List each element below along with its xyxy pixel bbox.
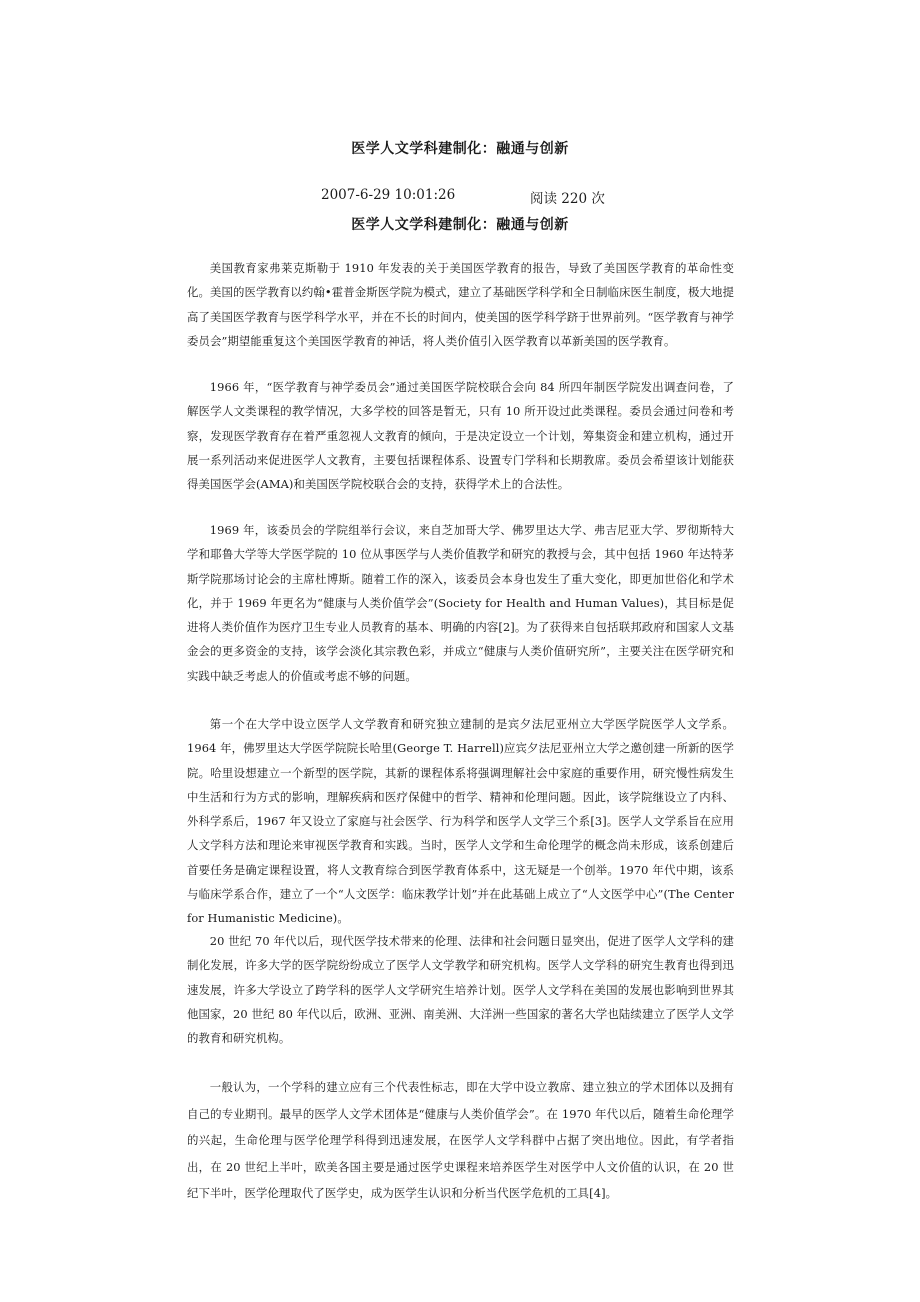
paragraph: 20 世纪 70 年代以后，现代医学技术带来的伦理、法律和社会问题日显突出，促进了医学人文学科的建制化发展，许多大学的医学院纷纷成立了医学人文学教学和研究机构。医学人文学科的研究生教育也得到迅速发展，许多大学设立了跨学科的医学人文学研究生培养计划。医学人文学科在美国的发展也影响到世界其他国家，20 世纪 80 年代以后，欧洲、亚洲、南美洲、大洋洲一些国家的著名大学也陆续建立了医学人文学的教育和研究机构。 bbox=[187, 934, 734, 1046]
paragraph: 第一个在大学中设立医学人文学教育和研究独立建制的是宾夕法尼亚州立大学医学院医学人文学系。1964 年，佛罗里达大学医学院院长哈里(George T. Harrell)应宾夕法尼亚州立大学之邀创建一所新的医学院。哈里设想建立一个新型的医学院，其新的课程体系将强调理解社会中家庭的重要作用，研究慢性病发生中生活和行为方式的影响，理解疾病和医疗保健中的哲学、精神和伦理问题。因此，该学院继设立了内科、外科学系后，1967 年又设立了家庭与社会医学、行为科学和医学人文学三个系[3]。医学人文学系旨在应用人文学科方法和理论来审视医学教育和实践。当时，医学人文学和生命伦理学的概念尚未形成，该系创建后首要任务是确定课程设置，将人文教育综合到医学教育体系中，这无疑是一个创举。1970 年代中期，该系与临床学系合作，建立了一个“人文医学：临床教学计划”并在此基础上成立了“人文医学中心”(The Center for Humanistic Medicine)。 bbox=[187, 717, 734, 926]
paragraph: 1966 年，“医学教育与神学委员会”通过美国医学院校联合会向 84 所四年制医学院发出调查问卷，了解医学人文类课程的教学情况，大多学校的回答是暂无，只有 10 所开设过此类课程。委员会通过问卷和考察，发现医学教育存在着严重忽视人文教育的倾向，于是决定设立一个计划，筹集资金和建立机构，通过开展一系列活动来促进医学人文教育，主要包括课程体系、设置专门学科和长期教席。委员会希望该计划能获得美国医学会(AMA)和美国医学院校联合会的支持，获得学术上的合法性。 bbox=[187, 380, 734, 492]
article-subtitle: 医学人文学科建制化：融通与创新 bbox=[351, 217, 569, 233]
paragraph: 1969 年，该委员会的学院组举行会议，来自芝加哥大学、佛罗里达大学、弗吉尼亚大学、罗彻斯特大学和耶鲁大学等大学医学院的 10 位从事医学与人类价值教学和研究的教授与会，其中包括 1960 年达特茅斯学院那场讨论会的主席杜博斯。随着工作的深入，该委员会本身也发生了重大变化，即更加世俗化和学术化，并于 1969 年更名为“健康与人类价值学会”(Society for Health and Human Values)，其目标是促进将人类价值作为医疗卫生专业人员教育的基本、明确的内容[2]。为了获得来自包括联邦政府和国家人文基金会的更多资金的支持，该学会淡化其宗教色彩，并成立“健康与人类价值研究所”，主要关注在医学研究和实践中缺乏考虑人的价值或考虑不够的问题。 bbox=[187, 523, 734, 683]
paragraph: 一般认为，一个学科的建立应有三个代表性标志，即在大学中设立教席、建立独立的学术团体以及拥有自己的专业期刊。最早的医学人文学术团体是“健康与人类价值学会”。在 1970 年代以后，随着生命伦理学的兴起，生命伦理与医学伦理学科得到迅速发展，在医学人文学科群中占据了突出地位。因此，有学者指出，在 20 世纪上半叶，欧美各国主要是通过医学史课程来培养医学生对医学中人文价值的认识，在 20 世纪下半叶，医学伦理取代了医学史，成为医学生认识和分析当代医学危机的工具[4]。 bbox=[187, 1080, 734, 1200]
publish-datetime: 2007-6-29 10:01:26 bbox=[321, 187, 456, 203]
paragraph: 美国教育家弗莱克斯勒于 1910 年发表的关于美国医学教育的报告，导致了美国医学教育的革命性变化。美国的医学教育以约翰•霍普金斯医学院为模式，建立了基础医学科学和全日制临床医生制度，极大地提高了美国医学教育与医学科学水平，并在不长的时间内，使美国的医学科学跻于世界前列。“医学教育与神学委员会”期望能重复这个美国医学教育的神话，将人类价值引入医学教育以革新美国的医学教育。 bbox=[187, 261, 734, 348]
article-title: 医学人文学科建制化：融通与创新 bbox=[351, 141, 569, 157]
read-count: 阅读 220 次 bbox=[530, 191, 605, 207]
